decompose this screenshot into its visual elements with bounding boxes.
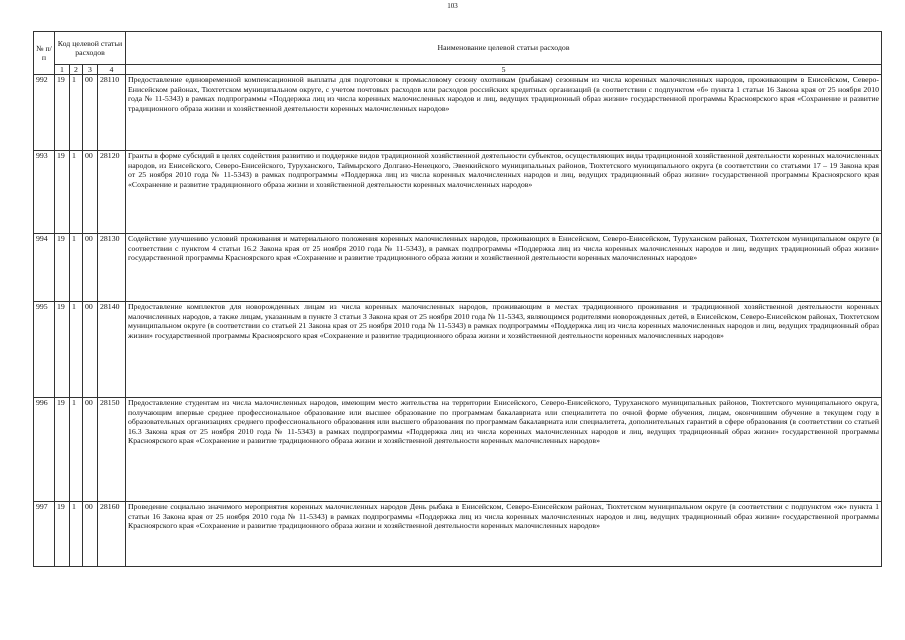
header-name: Наименование целевой статьи расходов — [126, 32, 882, 65]
code-part-3: 00 — [83, 234, 98, 302]
row-description: Проведение социально значимого мероприятия коренных малочисленных народов День рыбака в Енисейском, Северо-Енисейском районах, Тюхтетском муниципальном округе (в соответствии с подпунктом «ж» пункта 1 статьи 16 Закона края от 25 ноября 2010 года № 11-5343) в рамках подпрограммы «Поддержка лиц из числа коренных малочисленных народов и лиц, ведущих традиционный образ жизни» государственной программы Красноярского края «Сохранение и развитие традиционного образа жизни и хозяйственной деятельности коренных малочисленных народов» — [126, 502, 882, 567]
page-number: 103 — [447, 2, 458, 10]
table-row — [34, 234, 882, 302]
row-number: 996 — [34, 398, 55, 502]
table-row — [34, 75, 882, 151]
budget-items-table — [33, 31, 882, 567]
code-part-3: 00 — [83, 502, 98, 567]
code-part-3: 00 — [83, 398, 98, 502]
header-colnum: 1 — [55, 65, 70, 75]
row-description: Содействие улучшению условий проживания и материального положения коренных малочисленных народов, проживающих в Енисейском, Северо-Енисейском, Туруханском районах, Тюхтетском муниципальном округе (в соответствии с пунктом 4 статьи 16.2 Закона края от 25 ноября 2010 года № 11-5343), в рамках подпрограммы «Поддержка лиц из числа коренных малочисленных народов и лиц, ведущих традиционный образ жизни» государственной программы Красноярского края «Сохранение и развитие традиционного образа жизни и хозяйственной деятельности коренных малочисленных народов» — [126, 234, 882, 302]
code-part-1: 19 — [55, 302, 70, 398]
code-part-1: 19 — [55, 234, 70, 302]
header-code-group: Код целевой статьи расходов — [55, 32, 126, 65]
table-row — [34, 502, 882, 567]
row-description: Гранты в форме субсидий в целях содействия развитию и поддержке видов традиционной хозяйственной деятельности субъектов, осуществляющих виды традиционной хозяйственной деятельности коренных малочисленных народов, из Енисейского, Северо-Енисейского, Туруханского, Таймырского Долгано-Ненецкого, Эвенкийского муниципальных районов, Тюхтетского муниципального округа (в соответствии со статьями 17 – 19 Закона края от 25 ноября 2010 года № 11-5343) в рамках подпрограммы «Поддержка лиц из числа коренных малочисленных народов и лиц, ведущих традиционный образ жизни» государственной программы Красноярского края «Сохранение и развитие традиционного образа жизни и хозяйственной деятельности коренных малочисленных народов» — [126, 151, 882, 234]
code-part-2: 1 — [70, 75, 83, 151]
table-row — [34, 151, 882, 234]
code-part-2: 1 — [70, 234, 83, 302]
row-number: 997 — [34, 502, 55, 567]
row-number: 995 — [34, 302, 55, 398]
row-number: 993 — [34, 151, 55, 234]
code-part-1: 19 — [55, 398, 70, 502]
table-row — [34, 398, 882, 502]
row-description: Предоставление комплектов для новорожденных лицам из числа коренных малочисленных народов, проживающим в местах традиционного проживания и традиционной хозяйственной деятельности коренных малочисленных народов, а также лицам, указанным в пункте 3 статьи 3 Закона края от 25 ноября 2010 года № 11-5343, являющимся родителями новорожденных детей, в Енисейском, Северо-Енисейском районах, Тюхтетском муниципальном округе (в соответствии со статьей 21 Закона края от 25 ноября 2010 года № 11-5343) в рамках подпрограммы «Поддержка лиц из числа коренных малочисленных народов и лиц, ведущих традиционный образ жизни» государственной программы Красноярского края «Сохранение и развитие традиционного образа жизни и хозяйственной деятельности коренных малочисленных народов» — [126, 302, 882, 398]
header-number: № п/п — [34, 32, 55, 75]
header-colnum: 5 — [126, 65, 882, 75]
header-colnum: 3 — [83, 65, 98, 75]
code-part-4: 28130 — [98, 234, 126, 302]
table-row — [34, 302, 882, 398]
header-colnum: 4 — [98, 65, 126, 75]
code-part-2: 1 — [70, 502, 83, 567]
code-part-2: 1 — [70, 398, 83, 502]
code-part-3: 00 — [83, 151, 98, 234]
code-part-4: 28140 — [98, 302, 126, 398]
code-part-3: 00 — [83, 302, 98, 398]
row-description: Предоставление студентам из числа малочисленных народов, имеющим место жительства на территории Енисейского, Северо-Енисейского, Туруханского муниципальных районов, Тюхтетского муниципального округа, получающим впервые среднее профессиональное образование или высшее образование по программам бакалавриата или специалитета по очной форме обучения, лицам, окончившим обучение в текущем году в образовательных организациях среднего профессионального образования или высшего образования по программам бакалавриата или специалитета, дополнительных гарантий в сфере образования (в соответствии со статьей 16.3 Закона края от 25 ноября 2010 года № 11-5343) в рамках подпрограммы «Поддержка лиц из числа коренных малочисленных народов и лиц, ведущих традиционный образ жизни» государственной программы Красноярского края «Сохранение и развитие традиционного образа жизни и хозяйственной деятельности коренных малочисленных народов» — [126, 398, 882, 502]
table-header-row — [34, 32, 882, 65]
code-part-1: 19 — [55, 151, 70, 234]
code-part-1: 19 — [55, 502, 70, 567]
code-part-3: 00 — [83, 75, 98, 151]
header-colnum: 2 — [70, 65, 83, 75]
code-part-4: 28110 — [98, 75, 126, 151]
code-part-4: 28150 — [98, 398, 126, 502]
code-part-4: 28160 — [98, 502, 126, 567]
row-description: Предоставление единовременной компенсационной выплаты для подготовки к промысловому сезону охотникам (рыбакам) сезонным из числа коренных малочисленных народов, проживающим в Енисейском, Северо-Енисейском районах, Тюхтетском муниципальном округе, с учетом почтовых расходов или расходов российских кредитных организаций (в соответствии с подпунктом «б» пункта 1 статьи 16 Закона края от 25 ноября 2010 года № 11-5343) в рамках подпрограммы «Поддержка лиц из числа коренных малочисленных народов и лиц, ведущих традиционный образ жизни» государственной программы Красноярского края «Сохранение и развитие традиционного образа жизни и хозяйственной деятельности коренных малочисленных народов» — [126, 75, 882, 151]
code-part-4: 28120 — [98, 151, 126, 234]
code-part-1: 19 — [55, 75, 70, 151]
table-header-colnums — [34, 65, 882, 75]
code-part-2: 1 — [70, 302, 83, 398]
row-number: 992 — [34, 75, 55, 151]
code-part-2: 1 — [70, 151, 83, 234]
row-number: 994 — [34, 234, 55, 302]
